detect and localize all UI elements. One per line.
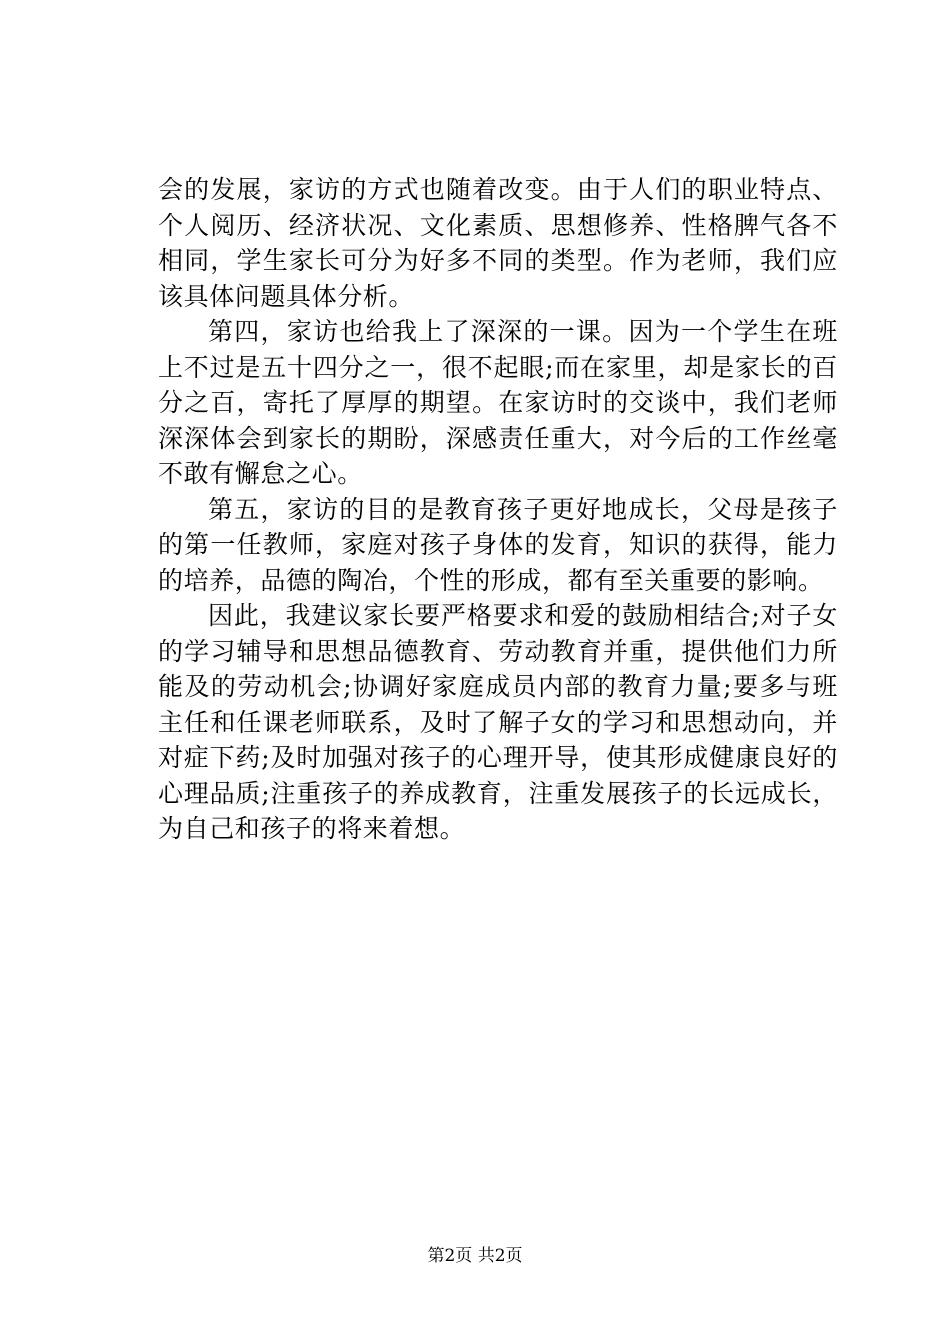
paragraph-fifth: 第五，家访的目的是教育孩子更好地成长，父母是孩子的第一任教师，家庭对孩子身体的发育，知识的获得，能力的培养，品德的陶冶，个性的形成，都有至关重要的影响。 — [158, 494, 838, 595]
document-body — [158, 172, 838, 847]
paragraph-fourth: 第四，家访也给我上了深深的一课。因为一个学生在班上不过是五十四分之一，很不起眼;而在家里，却是家长的百分之百，寄托了厚厚的期望。在家访时的交谈中，我们老师深深体会到家长的期盼，深感责任重大，对今后的工作丝毫不敢有懈怠之心。 — [158, 317, 838, 488]
paragraph-suggestions: 因此，我建议家长要严格要求和爱的鼓励相结合;对子女的学习辅导和思想品德教育、劳动教育并重，提供他们力所能及的劳动机会;协调好家庭成员内部的教育力量;要多与班主任和任课老师联系，及时了解子女的学习和思想动向，并对症下药;及时加强对孩子的心理开导，使其形成健康良好的心理品质;注重孩子的养成教育，注重发展孩子的长远成长，为自己和孩子的将来着想。 — [158, 601, 838, 843]
page-number-footer: 第2页 共2页 — [427, 1246, 523, 1266]
paragraph-continuation: 会的发展，家访的方式也随着改变。由于人们的职业特点、个人阅历、经济状况、文化素质、思想修养、性格脾气各不相同，学生家长可分为好多不同的类型。作为老师，我们应该具体问题具体分析。 — [158, 175, 838, 311]
